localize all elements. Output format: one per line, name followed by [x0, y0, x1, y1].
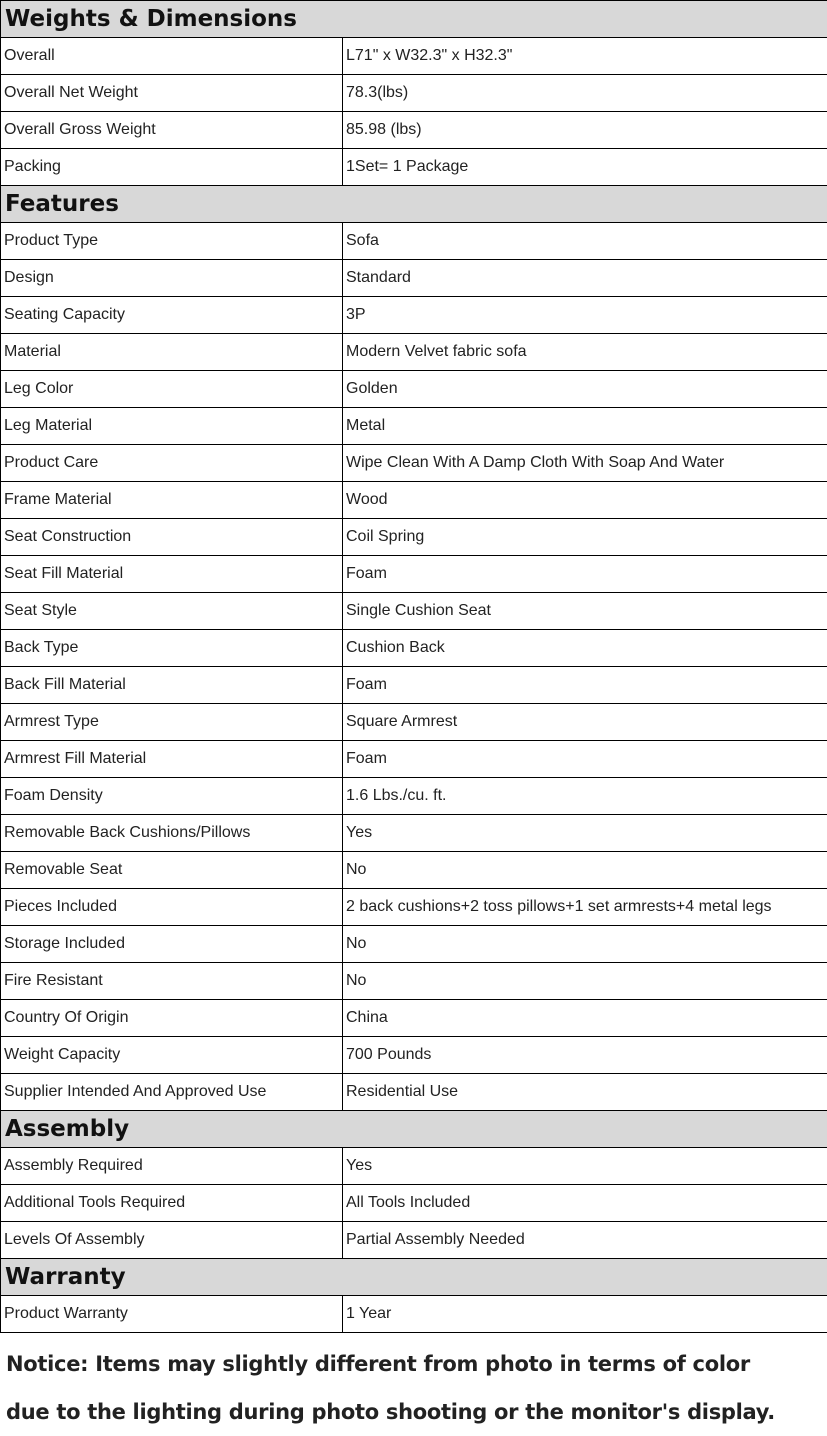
row-value: 3P: [343, 297, 827, 334]
section-header: [1, 1259, 827, 1296]
table-row: [1, 223, 827, 260]
row-value: Wipe Clean With A Damp Cloth With Soap And Water: [343, 445, 827, 482]
table-row: [1, 778, 827, 815]
table-row: [1, 1148, 827, 1185]
row-value: 1Set= 1 Package: [343, 149, 827, 186]
section-title: Warranty: [1, 1259, 827, 1296]
row-label: Foam Density: [1, 778, 343, 815]
table-row: [1, 667, 827, 704]
table-row: [1, 149, 827, 186]
table-row: [1, 741, 827, 778]
row-value: 2 back cushions+2 toss pillows+1 set armrests+4 metal legs: [343, 889, 827, 926]
table-row: [1, 556, 827, 593]
notice-line-2: due to the lighting during photo shooting or the monitor's display.: [6, 1388, 821, 1436]
row-value: No: [343, 926, 827, 963]
section-header: [1, 1, 827, 38]
table-row: [1, 815, 827, 852]
row-value: Yes: [343, 815, 827, 852]
row-label: Back Fill Material: [1, 667, 343, 704]
row-label: Material: [1, 334, 343, 371]
table-row: [1, 112, 827, 149]
table-row: [1, 926, 827, 963]
row-label: Seat Style: [1, 593, 343, 630]
row-label: Overall Gross Weight: [1, 112, 343, 149]
row-label: Additional Tools Required: [1, 1185, 343, 1222]
row-label: Storage Included: [1, 926, 343, 963]
table-row: [1, 75, 827, 112]
notice: [6, 1340, 821, 1436]
row-value: All Tools Included: [343, 1185, 827, 1222]
section-title: Features: [1, 186, 827, 223]
table-row: [1, 519, 827, 556]
row-value: Modern Velvet fabric sofa: [343, 334, 827, 371]
table-row: [1, 1296, 827, 1333]
row-value: Partial Assembly Needed: [343, 1222, 827, 1259]
table-row: [1, 408, 827, 445]
row-label: Pieces Included: [1, 889, 343, 926]
row-label: Leg Color: [1, 371, 343, 408]
row-value: Foam: [343, 556, 827, 593]
row-value: Single Cushion Seat: [343, 593, 827, 630]
table-row: [1, 445, 827, 482]
table-row: [1, 371, 827, 408]
row-value: Standard: [343, 260, 827, 297]
row-label: Product Type: [1, 223, 343, 260]
row-label: Packing: [1, 149, 343, 186]
spec-table-body: [1, 1, 827, 1333]
row-label: Seat Fill Material: [1, 556, 343, 593]
row-label: Frame Material: [1, 482, 343, 519]
row-label: Product Care: [1, 445, 343, 482]
row-value: Metal: [343, 408, 827, 445]
row-label: Armrest Type: [1, 704, 343, 741]
row-value: No: [343, 963, 827, 1000]
row-value: Cushion Back: [343, 630, 827, 667]
table-row: [1, 963, 827, 1000]
row-value: 85.98 (lbs): [343, 112, 827, 149]
table-row: [1, 630, 827, 667]
table-row: [1, 704, 827, 741]
table-row: [1, 1222, 827, 1259]
table-row: [1, 297, 827, 334]
row-value: Golden: [343, 371, 827, 408]
row-value: Yes: [343, 1148, 827, 1185]
section-title: Assembly: [1, 1111, 827, 1148]
notice-line-1: Notice: Items may slightly different from photo in terms of color: [6, 1340, 821, 1388]
table-row: [1, 1037, 827, 1074]
section-title: Weights & Dimensions: [1, 1, 827, 38]
table-row: [1, 1185, 827, 1222]
row-label: Overall: [1, 38, 343, 75]
row-label: Removable Seat: [1, 852, 343, 889]
row-label: Weight Capacity: [1, 1037, 343, 1074]
table-row: [1, 334, 827, 371]
row-value: 78.3(lbs): [343, 75, 827, 112]
table-row: [1, 38, 827, 75]
row-label: Overall Net Weight: [1, 75, 343, 112]
row-value: L71" x W32.3" x H32.3": [343, 38, 827, 75]
row-label: Assembly Required: [1, 1148, 343, 1185]
row-label: Product Warranty: [1, 1296, 343, 1333]
row-value: 1 Year: [343, 1296, 827, 1333]
row-value: Residential Use: [343, 1074, 827, 1111]
row-value: Foam: [343, 741, 827, 778]
table-row: [1, 889, 827, 926]
row-value: 1.6 Lbs./cu. ft.: [343, 778, 827, 815]
row-label: Seating Capacity: [1, 297, 343, 334]
row-value: No: [343, 852, 827, 889]
table-row: [1, 260, 827, 297]
table-row: [1, 593, 827, 630]
row-label: Fire Resistant: [1, 963, 343, 1000]
row-value: Square Armrest: [343, 704, 827, 741]
row-label: Design: [1, 260, 343, 297]
row-label: Country Of Origin: [1, 1000, 343, 1037]
row-value: China: [343, 1000, 827, 1037]
row-label: Leg Material: [1, 408, 343, 445]
table-row: [1, 482, 827, 519]
table-row: [1, 1000, 827, 1037]
row-label: Seat Construction: [1, 519, 343, 556]
row-value: Wood: [343, 482, 827, 519]
row-value: Foam: [343, 667, 827, 704]
row-label: Supplier Intended And Approved Use: [1, 1074, 343, 1111]
row-label: Armrest Fill Material: [1, 741, 343, 778]
row-value: 700 Pounds: [343, 1037, 827, 1074]
row-label: Back Type: [1, 630, 343, 667]
table-row: [1, 852, 827, 889]
row-value: Coil Spring: [343, 519, 827, 556]
row-value: Sofa: [343, 223, 827, 260]
table-row: [1, 1074, 827, 1111]
row-label: Removable Back Cushions/Pillows: [1, 815, 343, 852]
row-label: Levels Of Assembly: [1, 1222, 343, 1259]
section-header: [1, 1111, 827, 1148]
section-header: [1, 186, 827, 223]
